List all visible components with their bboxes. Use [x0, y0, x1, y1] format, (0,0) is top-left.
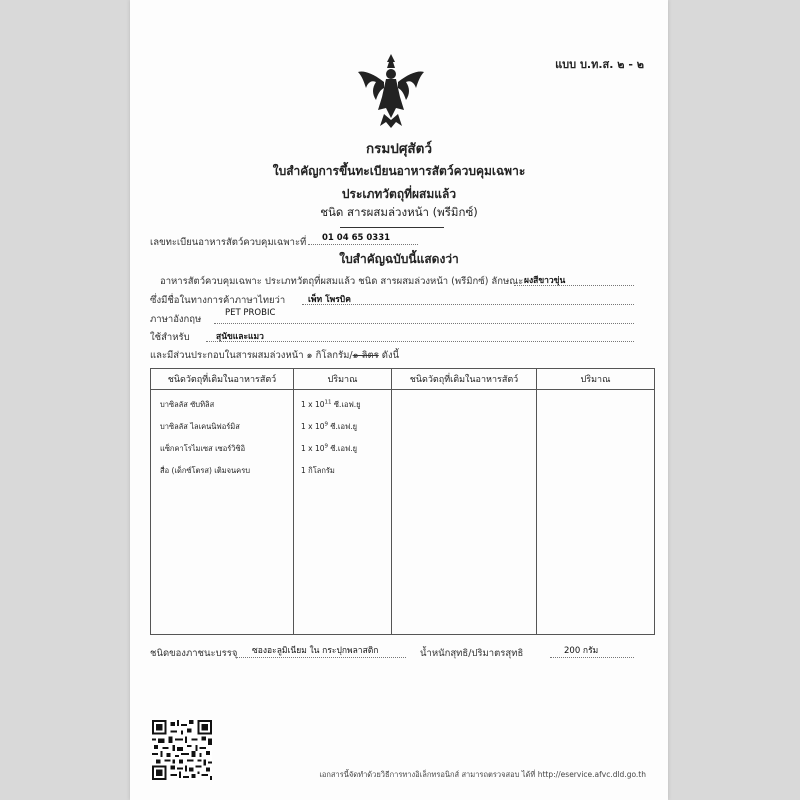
ingredient-amounts-cell-2 — [537, 390, 655, 635]
ingredient-name: แซ็กคาโรไมเซส เซอร์วิซิอิ — [160, 444, 246, 453]
department-title: กรมปศุสัตว์ — [365, 141, 433, 157]
trade-name-thai-line — [302, 304, 634, 305]
used-for-line — [206, 341, 634, 342]
registration-line — [308, 244, 418, 245]
ingredient-amount — [301, 421, 390, 435]
amount-base: 1 x 10 — [301, 422, 325, 431]
ingredient-name: บาซิลลัส ไลเคนนิฟอร์มิส — [160, 422, 240, 431]
garuda-emblem-icon — [356, 52, 426, 130]
amount-exponent: 9 — [324, 421, 329, 428]
amount-base: 1 กิโลกรัม — [301, 466, 335, 475]
trade-name-english-label: ภาษาอังกฤษ — [150, 314, 202, 325]
ingredient-names-cell-2 — [392, 390, 537, 635]
amount-exponent: 9 — [324, 443, 329, 450]
composition-prefix: และมีส่วนประกอบในสารผสมล่วงหน้า ๑ กิโลกรัม/ — [150, 350, 353, 361]
trade-name-thai-label: ซึ่งมีชื่อในทางการค้าภาษาไทยว่า — [150, 295, 286, 306]
statement-title: ใบสำคัญฉบับนี้แสดงว่า — [339, 252, 459, 266]
amount-base: 1 x 10 — [301, 400, 325, 409]
header-ingredient-2: ชนิดวัตถุที่เติมในอาหารสัตว์ — [392, 369, 537, 390]
header-amount-1: ปริมาณ — [294, 369, 392, 390]
registration-label: เลขทะเบียนอาหารสัตว์ควบคุมเฉพาะที่ — [150, 237, 307, 248]
trade-name-english-value: PET PROBIC — [225, 308, 276, 318]
registration-number: 01 04 65 0331 — [322, 233, 391, 243]
net-weight-line — [550, 657, 634, 658]
amount-exponent: 11 — [324, 399, 332, 406]
ingredient-amount — [301, 443, 390, 457]
certificate-title: ใบสำคัญการขึ้นทะเบียนอาหารสัตว์ควบคุมเฉพาะ — [272, 164, 526, 178]
net-weight-label: น้ำหนักสุทธิ/ปริมาตรสุทธิ — [420, 648, 524, 659]
characteristic-value: ผงสีขาวขุ่น — [524, 276, 566, 286]
ingredient-amount — [301, 399, 390, 413]
amount-unit: ซี.เอฟ.ยู — [328, 444, 358, 453]
trade-name-thai-value: เพ็ท โพรบิค — [308, 295, 351, 305]
net-weight-value: 200 กรัม — [564, 646, 599, 656]
ingredient-names-cell — [151, 390, 294, 635]
header-ingredient-1: ชนิดวัตถุที่เติมในอาหารสัตว์ — [151, 369, 294, 390]
ingredient-amounts-cell — [294, 390, 392, 635]
footer-note: เอกสารนี้จัดทำด้วยวิธีการทางอิเล็กทรอนิกส์ สามารถตรวจสอบ ได้ที่ http://eservice.afvc.dld.go.th — [319, 770, 646, 779]
trade-name-english-line — [214, 323, 634, 324]
title-divider — [340, 227, 444, 228]
form-code: แบบ บ.ท.ส. ๒ - ๒ — [555, 58, 644, 71]
composition-note — [150, 348, 399, 363]
packaging-label: ชนิดของภาชนะบรรจุ — [150, 648, 238, 659]
amount-unit: ซี.เอฟ.ยู — [331, 400, 361, 409]
category-title: ประเภทวัตถุที่ผสมแล้ว — [341, 187, 457, 201]
used-for-value: สุนัขและแมว — [216, 332, 264, 342]
composition-suffix: ดังนี้ — [378, 350, 400, 361]
amount-base: 1 x 10 — [301, 444, 325, 453]
qr-code-icon — [152, 720, 212, 780]
used-for-label: ใช้สำหรับ — [150, 332, 190, 343]
ingredients-table — [150, 368, 655, 635]
type-title: ชนิด สารผสมล่วงหน้า (พรีมิกซ์) — [320, 205, 478, 219]
composition-struck: ๑ ลิตร — [352, 350, 379, 361]
certificate-page — [130, 0, 668, 800]
ingredient-name: สื่อ (เด็กซ์โตรส) เติมจนครบ — [160, 466, 250, 475]
header-amount-2: ปริมาณ — [537, 369, 655, 390]
ingredient-name: บาซิลลัส ซับทิลิส — [160, 400, 215, 409]
ingredient-amount — [301, 465, 390, 479]
description-text: อาหารสัตว์ควบคุมเฉพาะ ประเภทวัตถุที่ผสมแล้ว ชนิด สารผสมล่วงหน้า (พรีมิกซ์) ลักษณะ — [160, 276, 524, 287]
amount-unit: ซี.เอฟ.ยู — [328, 422, 358, 431]
packaging-value: ซองอะลูมิเนียม ใน กระปุกพลาสติก — [252, 646, 379, 656]
packaging-line — [236, 657, 406, 658]
